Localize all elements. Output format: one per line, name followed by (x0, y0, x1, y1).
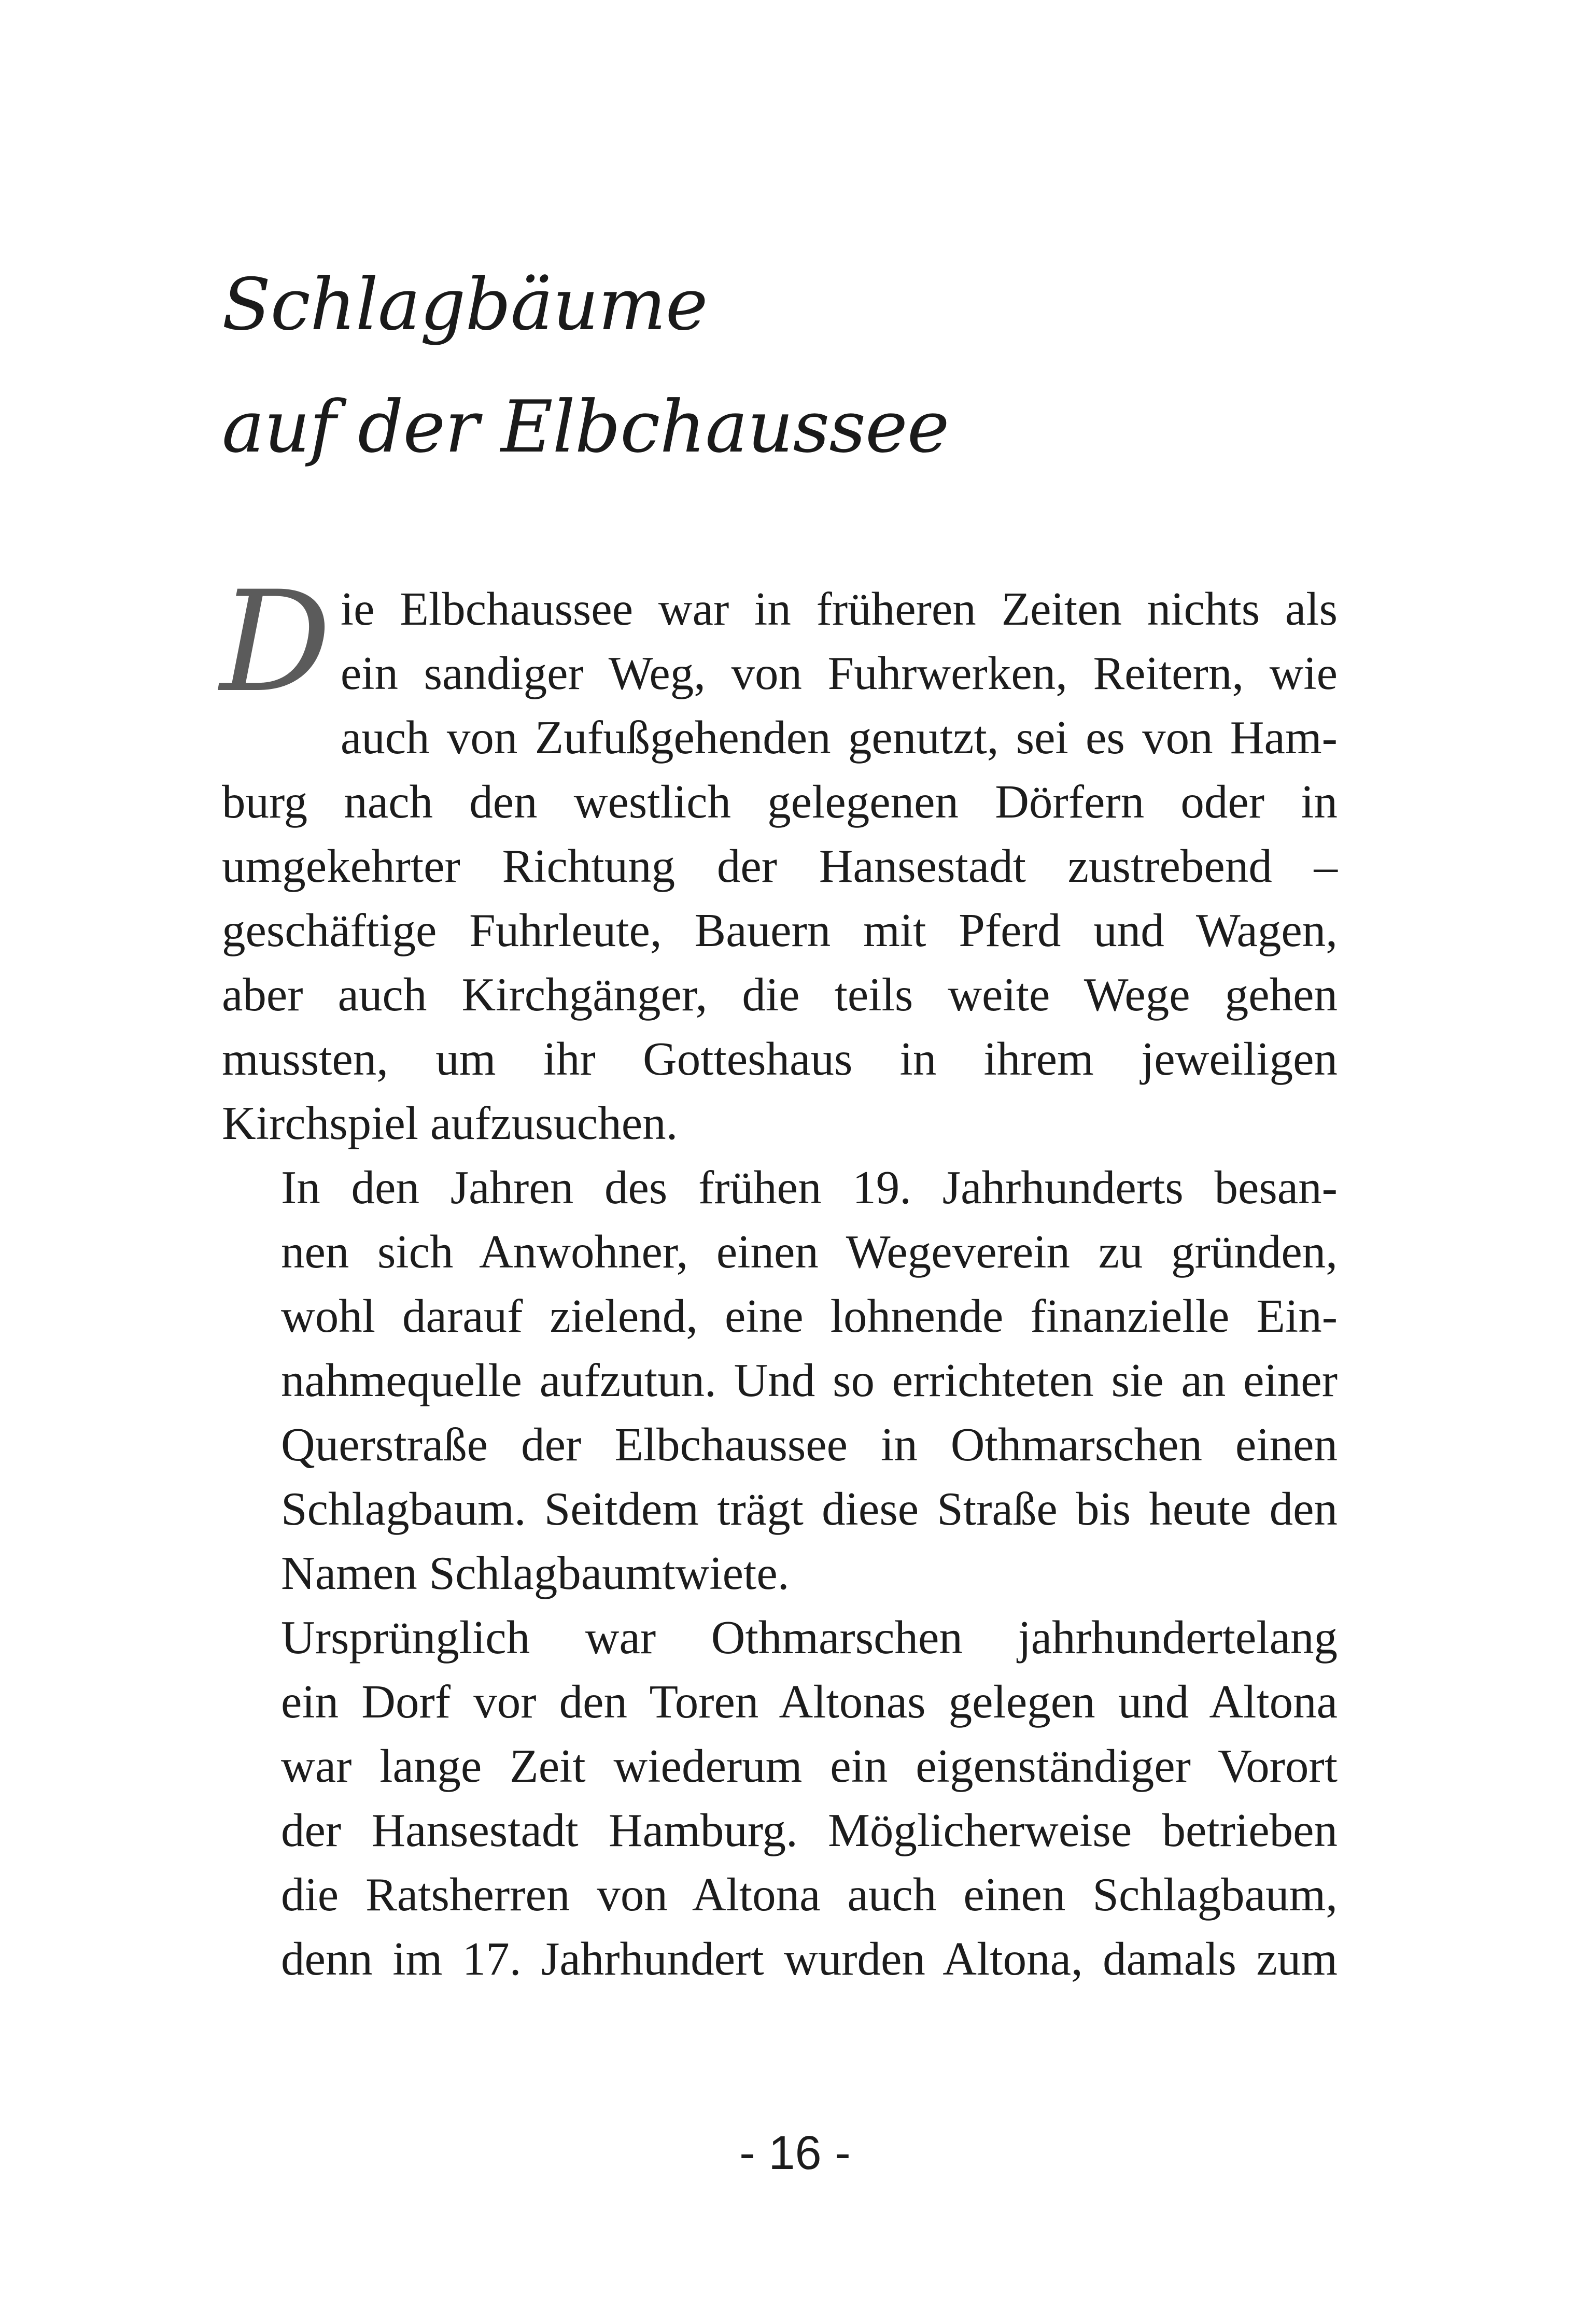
text-line: war lange Zeit wiederum ein eigenständiger Vorort (281, 1740, 1338, 1792)
chapter-title-line-1: Schlagbäume (222, 263, 708, 346)
text-line: die Ratsherren von Altona auch einen Schlagbaum, (281, 1868, 1338, 1921)
text-line: auch von Zufußgehenden genutzt, sei es von Ham- (340, 711, 1338, 764)
text-line: aber auch Kirchgänger, die teils weite Wege gehen (222, 968, 1338, 1021)
text-line: Kirchspiel aufzusuchen. (222, 1097, 678, 1149)
body-text (220, 561, 1338, 1991)
text-line: burg nach den westlich gelegenen Dörfern oder in (222, 776, 1338, 828)
page-number: - 16 - (739, 2126, 851, 2179)
text-line: wohl darauf zielend, eine lohnende finanzielle Ein- (281, 1290, 1338, 1342)
text-line: der Hansestadt Hamburg. Möglicherweise betrieben (281, 1804, 1338, 1856)
text-line: Querstraße der Elbchaussee in Othmarschen einen (281, 1418, 1338, 1471)
text-line: denn im 17. Jahrhundert wurden Altona, damals zum (281, 1933, 1338, 1985)
text-line: ein sandiger Weg, von Fuhrwerken, Reitern, wie (340, 647, 1338, 699)
text-line: nahmequelle aufzutun. Und so errichteten sie an einer (281, 1354, 1338, 1406)
chapter-title (222, 244, 1414, 488)
paragraph-3 (222, 1605, 1338, 1991)
text-line: Ursprünglich war Othmarschen jahrhundertelang (281, 1611, 1338, 1664)
chapter-title-line-2: auf der Elbchaussee (222, 385, 949, 469)
text-line: mussten, um ihr Gotteshaus in ihrem jeweiligen (222, 1033, 1338, 1085)
text-line: geschäftige Fuhrleute, Bauern mit Pferd und Wagen, (222, 904, 1338, 956)
text-line: In den Jahren des frühen 19. Jahrhunderts besan- (281, 1161, 1338, 1214)
text-line: ein Dorf vor den Toren Altonas gelegen und Altona (281, 1675, 1338, 1728)
paragraph-1 (220, 561, 1338, 1156)
text-line: umgekehrter Richtung der Hansestadt zustrebend – (222, 840, 1338, 892)
text-line: ie Elbchaussee war in früheren Zeiten nichts als (340, 583, 1338, 635)
text-line: nen sich Anwohner, einen Wegeverein zu gründen, (281, 1226, 1338, 1278)
text-line: Namen Schlagbaumtwiete. (281, 1547, 790, 1599)
drop-cap: D (220, 561, 331, 723)
text-line: Schlagbaum. Seitdem trägt diese Straße bis heute den (281, 1483, 1338, 1535)
paragraph-2 (222, 1156, 1338, 1605)
